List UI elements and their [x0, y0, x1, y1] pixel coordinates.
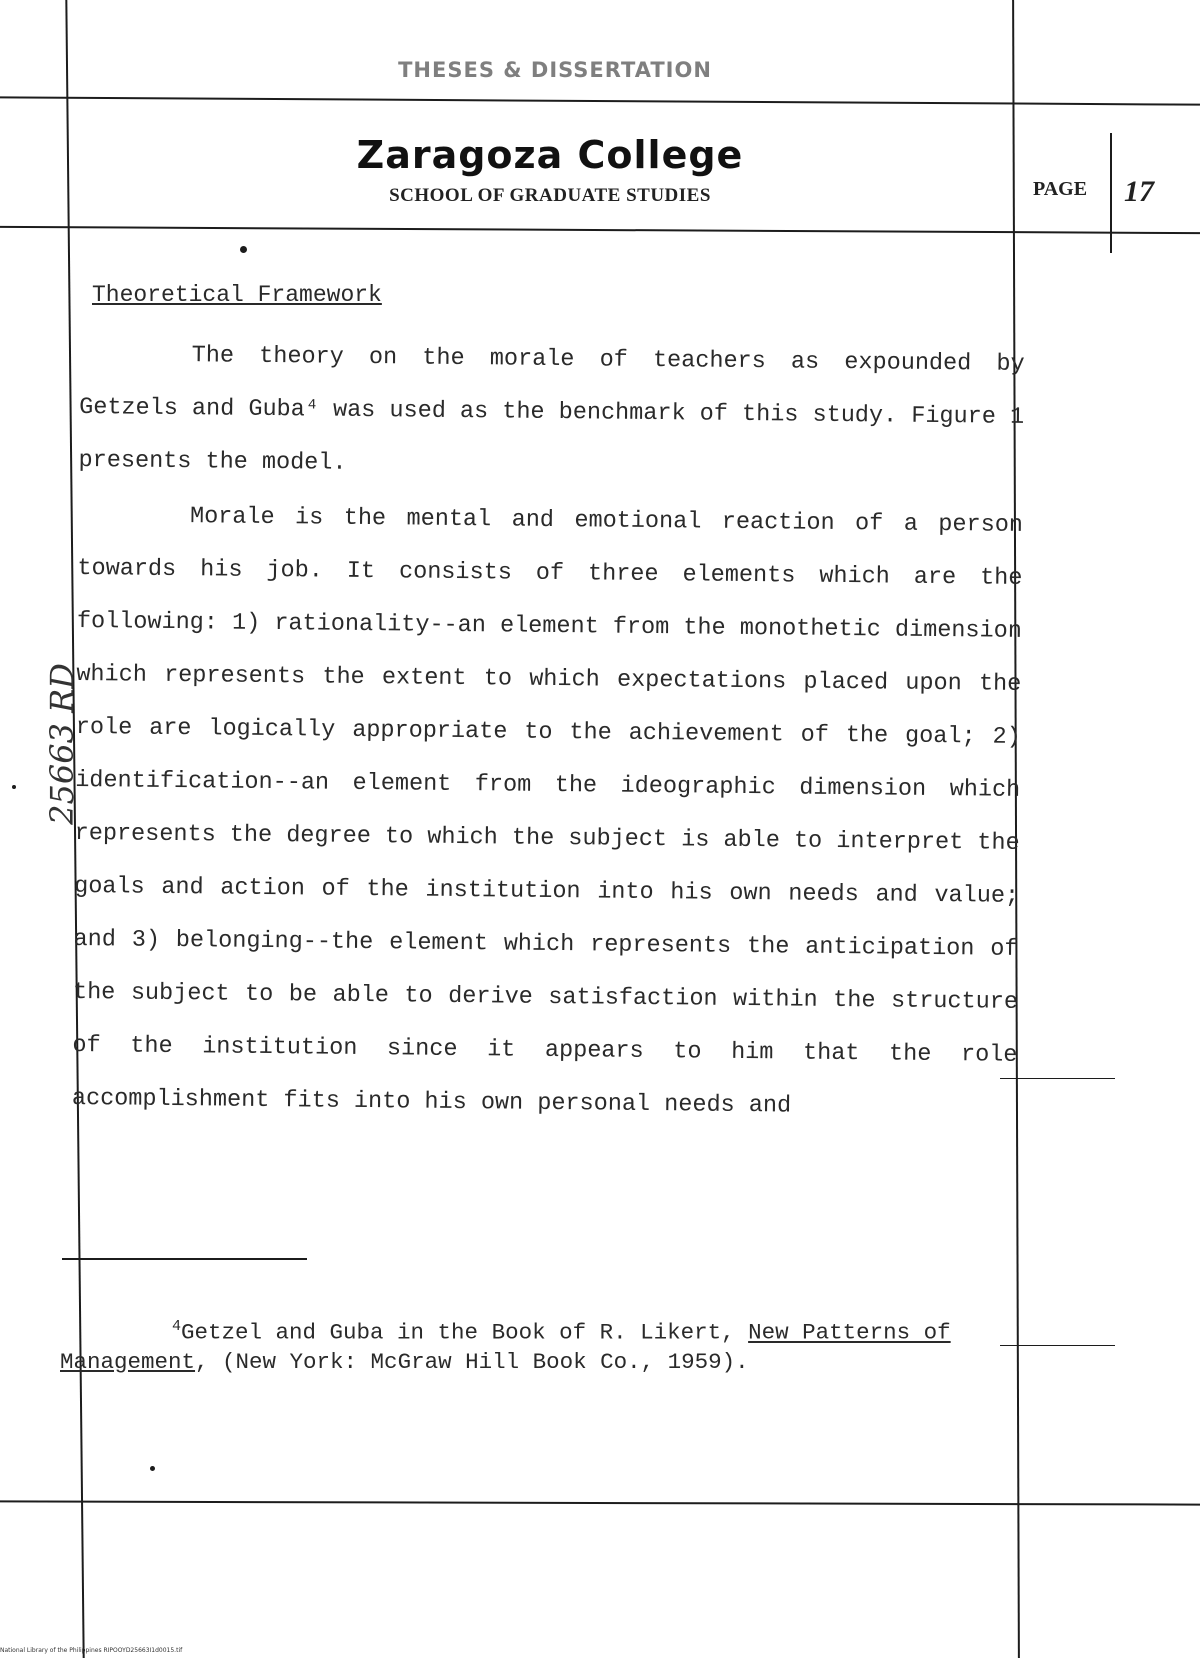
footnote-book-title: New Patterns of Management	[60, 1319, 951, 1375]
archive-footer-line: National Library of the Philippines RIPOOYD25663I1d0015.tif	[0, 1647, 183, 1654]
bottom-rule	[0, 1500, 1200, 1505]
footnote-text-after: , (New York: McGraw Hill Book Co., 1959).	[195, 1348, 749, 1375]
scan-speck	[240, 246, 247, 253]
school-name: SCHOOL OF GRADUATE STUDIES	[389, 185, 711, 206]
header-top-rule	[0, 96, 1200, 105]
paragraph: Morale is the mental and emotional reaction of a person towards his job. It consists of three elements which are the following: 1) rationality--an element from the monothetic dimension which represents the extent to which expectations placed upon the role are logically appropriate to the achievement of the goal; 2) identification--an element from the ideographic dimension which represents the degree to which the subject is able to interpret the goals and action of the institution into his own needs and value; and 3) belonging--the element which represents the anticipation of the subject to be able to derive satisfaction within the structure of the institution since it appears to him that the role accomplishment fits into his own personal needs and	[71, 503, 1024, 1120]
handwritten-margin-note: 25663 RD	[43, 663, 81, 825]
footnote-text-before: Getzel and Guba in the Book of R. Likert,	[181, 1319, 749, 1346]
footnote-separator	[62, 1258, 307, 1260]
theses-dissertation-stamp: THESES & DISSERTATION	[398, 58, 712, 82]
page-box-divider	[1110, 133, 1112, 253]
page-label: PAGE	[1033, 178, 1088, 200]
college-name: Zaragoza College	[356, 133, 744, 177]
scan-speck	[12, 785, 16, 789]
header-bottom-rule	[0, 226, 1200, 234]
right-tick-rule-1	[1000, 1078, 1115, 1079]
footnote	[60, 1312, 960, 1377]
body-text	[72, 328, 1025, 1137]
section-heading: Theoretical Framework	[92, 282, 382, 308]
page-number: 17	[1124, 175, 1154, 208]
right-tick-rule-2	[1000, 1345, 1115, 1346]
scan-speck	[150, 1466, 155, 1471]
paragraph: The theory on the morale of teachers as expounded by Getzels and Guba⁴ was used as the benchmark of this study. Figure 1 presents the model.	[78, 342, 1025, 477]
footnote-marker: 4	[172, 1318, 182, 1335]
